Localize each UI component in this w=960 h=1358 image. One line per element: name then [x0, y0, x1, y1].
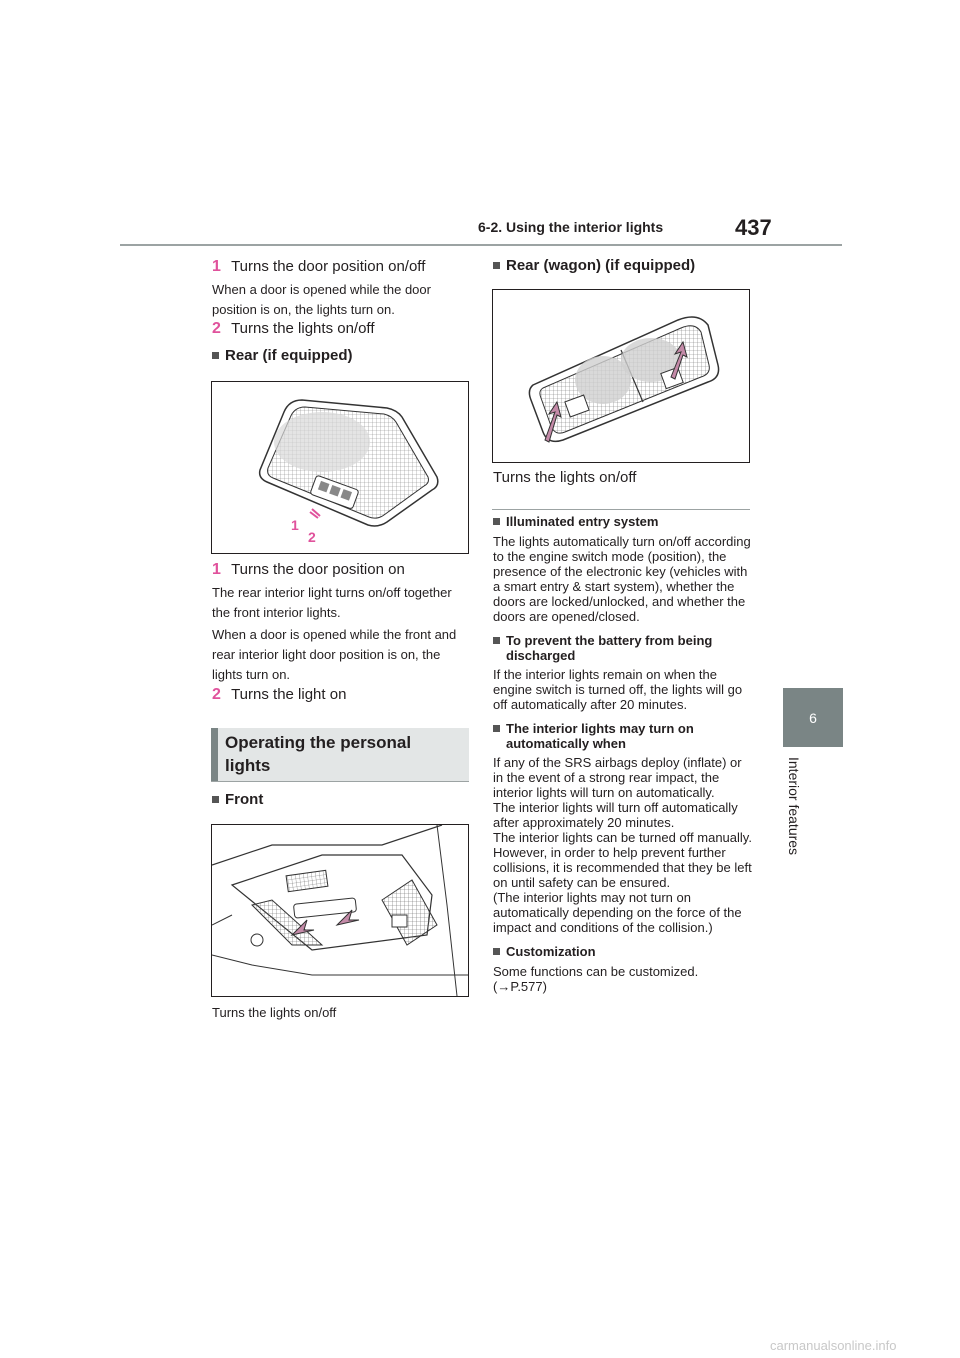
- step-number: 2: [212, 320, 221, 337]
- section-box-title: Operating the personal lights: [225, 733, 412, 775]
- note-body: If the interior lights remain on when the engine switch is turned off, the lights will go off automatically after 20 minutes.: [493, 667, 743, 712]
- note-heading-text: The interior lights may turn on automatically when: [506, 721, 694, 751]
- front-heading-text: Front: [225, 791, 264, 808]
- page-number: 437: [735, 215, 772, 240]
- section-box-rule: [211, 781, 469, 782]
- wagon-dome-light-illustration: [493, 290, 749, 462]
- section-box: [211, 728, 469, 781]
- step-1: [212, 258, 472, 276]
- rear-step-2: [212, 686, 472, 704]
- rear-heading: [212, 347, 353, 364]
- wagon-caption: Turns the lights on/off: [493, 469, 637, 486]
- note-heading: [493, 944, 753, 959]
- chapter-title: Interior features: [786, 757, 802, 856]
- bullet-square-icon: [493, 518, 500, 525]
- step-number: 1: [212, 561, 221, 578]
- step-text: Turns the lights on/off: [231, 320, 375, 337]
- note-body: If any of the SRS airbags deploy (inflate) or in the event of a strong rear impact, the interior lights will turn on automatically. The interior lights will turn off automatically after approximately 20 minutes. The interior lights can be turned off manually. However, in order to help prevent further collisions, it is recommended that they be left on until safety can be ensured. (The interior lights may not turn on automatically depending on the force of the impact and conditions of the collision.): [493, 755, 752, 935]
- note-auto-on: [493, 721, 753, 935]
- step-text: Turns the door position on/off: [231, 258, 426, 275]
- rear-description-2: When a door is opened while the front and rear interior light door position is on, the lights turn on.: [212, 627, 457, 682]
- chapter-tab: [783, 688, 843, 747]
- rear-dome-light-illustration: [212, 382, 468, 553]
- bullet-square-icon: [212, 796, 219, 803]
- rear-heading-text: Rear (if equipped): [225, 347, 353, 364]
- note-customization: [493, 944, 753, 994]
- step-text: Turns the light on: [231, 686, 347, 703]
- note-heading: [493, 721, 753, 751]
- front-heading: [212, 791, 263, 808]
- rear-step-1: [212, 561, 472, 579]
- bullet-square-icon: [493, 637, 500, 644]
- section-title: 6-2. Using the interior lights: [478, 219, 664, 235]
- notes-list: [493, 514, 753, 994]
- chapter-number: 6: [809, 710, 817, 726]
- step-number: 1: [212, 258, 221, 275]
- notes-rule: [492, 509, 750, 510]
- note-heading: [493, 633, 753, 663]
- front-console-illustration: [212, 825, 468, 996]
- wagon-light-figure: [492, 289, 750, 463]
- wagon-heading: [493, 257, 695, 274]
- bullet-square-icon: [493, 725, 500, 732]
- note-battery: [493, 633, 753, 712]
- bullet-square-icon: [493, 262, 500, 269]
- step-1-description: When a door is opened while the door position is on, the lights turn on.: [212, 282, 431, 317]
- bullet-square-icon: [493, 948, 500, 955]
- note-heading-text: Illuminated entry system: [506, 514, 659, 529]
- note-body: Some functions can be customized. (→P.577): [493, 964, 699, 994]
- bullet-square-icon: [212, 352, 219, 359]
- figure-label-1: 1: [291, 517, 299, 533]
- front-caption: Turns the lights on/off: [212, 1005, 337, 1020]
- watermark: carmanualsonline.info: [770, 1338, 897, 1353]
- note-heading: [493, 514, 753, 529]
- figure-label-2: 2: [308, 529, 316, 545]
- wagon-heading-text: Rear (wagon) (if equipped): [506, 257, 696, 274]
- step-number: 2: [212, 686, 221, 703]
- note-body: The lights automatically turn on/off according to the engine switch mode (position), the presence of the electronic key (vehicles with a smart entry & start system), whether the doors are locked/unlocked, and whether the doors are opened/closed.: [493, 534, 751, 624]
- step-2: [212, 320, 472, 338]
- rear-description-1: The rear interior light turns on/off together the front interior lights.: [212, 585, 452, 620]
- front-light-figure: [211, 824, 469, 997]
- rear-light-figure: [211, 381, 469, 554]
- note-heading-text: To prevent the battery from being discharged: [506, 633, 713, 663]
- note-illuminated-entry: [493, 514, 753, 624]
- step-text: Turns the door position on: [231, 561, 405, 578]
- note-heading-text: Customization: [506, 944, 596, 959]
- header-rule: [120, 244, 842, 246]
